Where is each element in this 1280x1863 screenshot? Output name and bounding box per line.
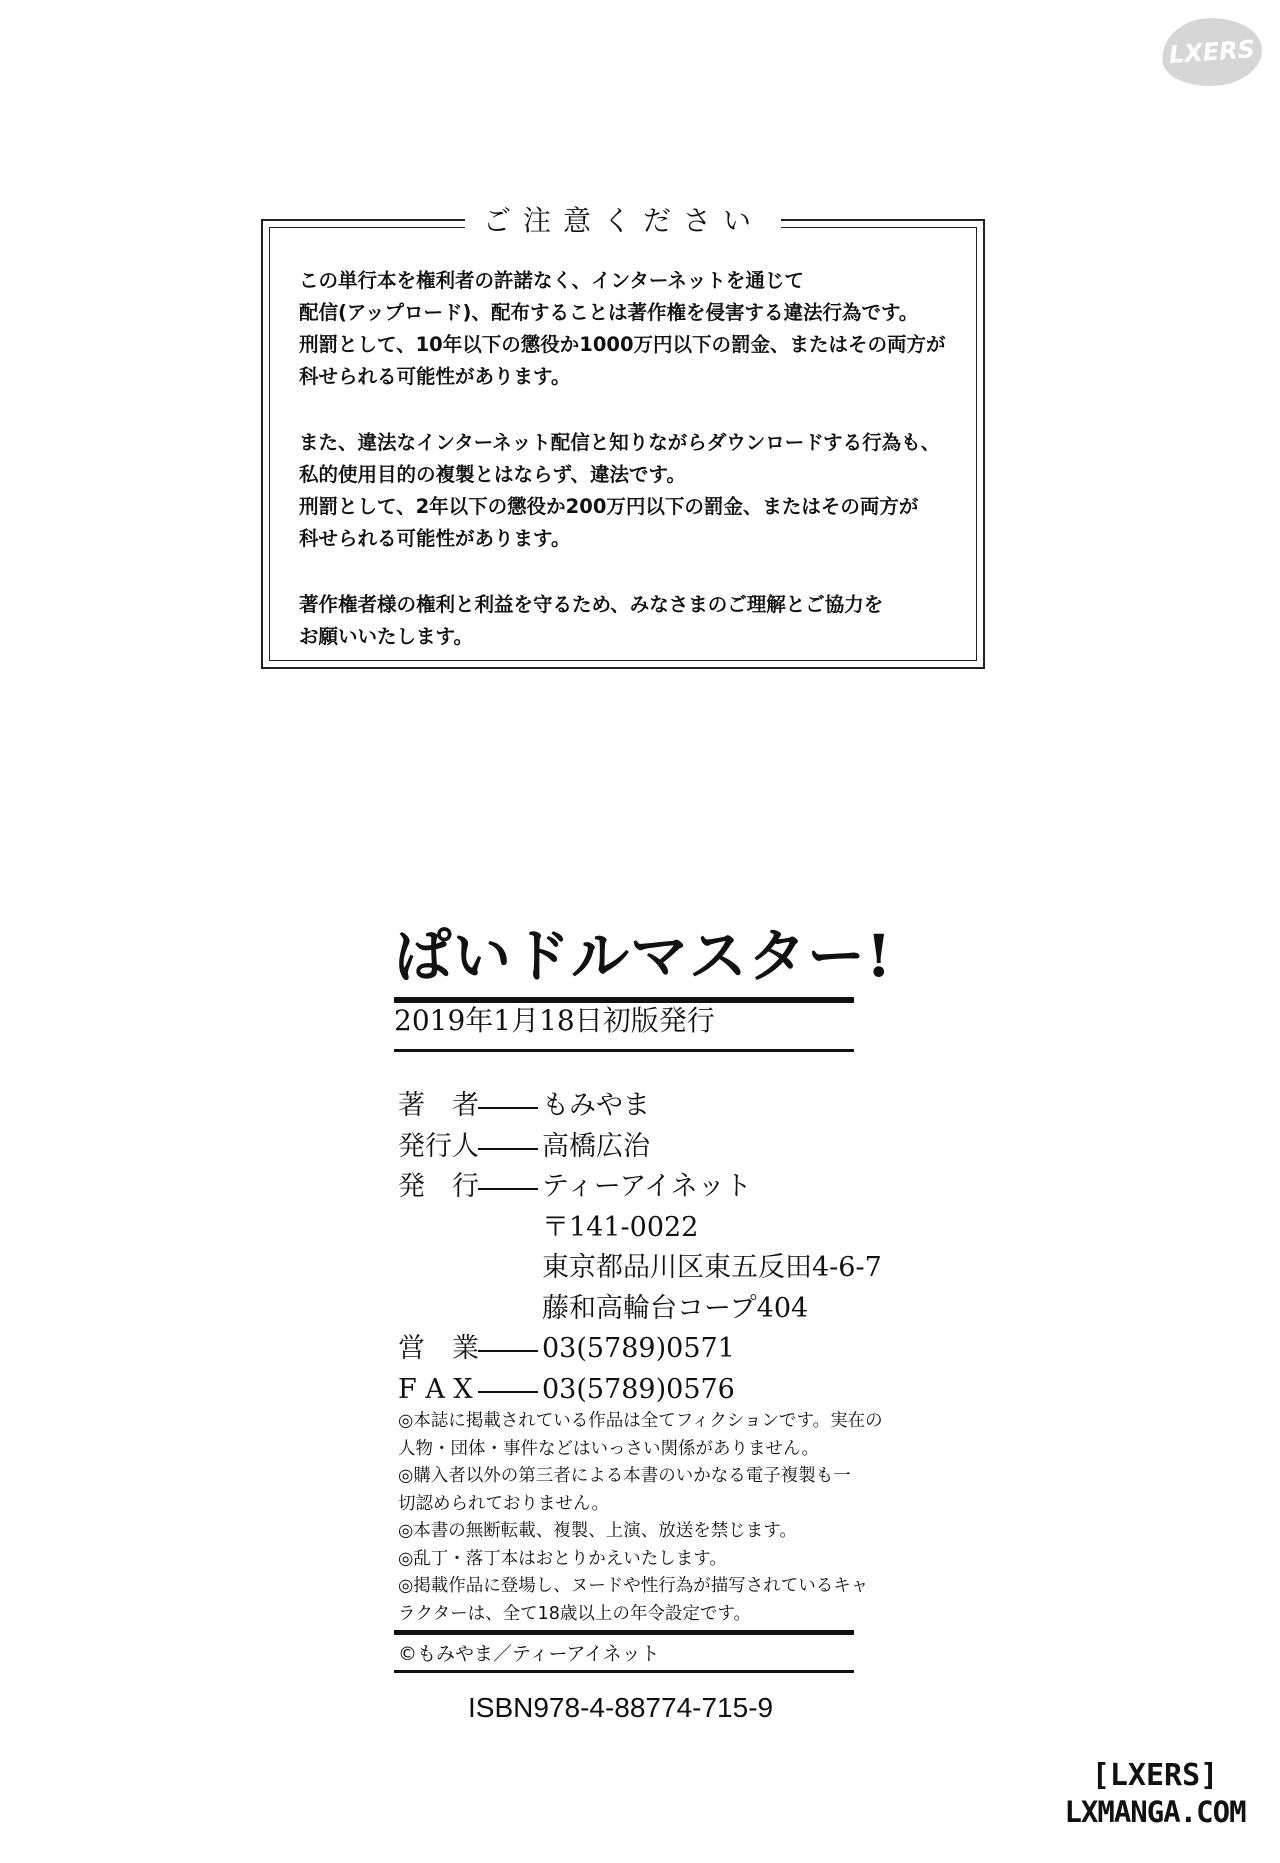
remark-line: ◎本誌に掲載されている作品は全てフィクションです。実在の [398,1411,883,1431]
remark-line: 人物・団体・事件などはいっさい関係がありません。 [398,1438,820,1459]
notice-line: 刑罰として、10年以下の懲役か1000万円以下の罰金、またはその両方が [299,333,946,356]
credit-value: 03(5789)0571 [542,1333,735,1364]
credits-block [398,1086,882,1410]
notice-body [299,265,949,653]
remark-line: ◎乱丁・落丁本はおとりかえいたします。 [398,1548,727,1569]
notice-line: 刑罰として、2年以下の懲役か200万円以下の罰金、またはその両方が [299,495,919,518]
remark-line: 切認められておりません。 [398,1493,610,1514]
notice-line: また、違法なインターネット配信と知りながらダウンロードする行為も、 [299,431,941,454]
notice-line: 私的使用目的の複製とはならず、違法です。 [299,463,686,486]
remark-line: ラクターは、全て18歳以上の年令設定です。 [398,1603,752,1624]
address-line: 東京都品川区東五反田4-6-7 [542,1252,882,1283]
credit-value: 高橋広治 [542,1130,650,1162]
dash-divider [478,1391,538,1393]
remark-line: ◎購入者以外の第三者による本書のいかなる電子複製も一 [398,1466,851,1486]
watermark-line: [LXERS] [1091,1758,1219,1793]
credit-row-publisher-person [398,1127,882,1168]
dash-divider [478,1107,538,1109]
credit-row-fax [398,1370,882,1411]
notice-box [261,204,985,669]
watermark-line: LXMANGA.COM [1064,1795,1246,1829]
credit-label: F A X [398,1373,473,1405]
notice-line: 科せられる可能性があります。 [299,527,571,550]
address-line: 〒141-0022 [542,1211,699,1243]
credit-row-publisher [398,1167,882,1208]
credit-value: もみやま [542,1090,650,1121]
credit-row-sales [398,1329,882,1370]
copyright: ©もみやま／ティーアイネット [398,1643,660,1665]
notice-title: ご注意ください [465,204,781,238]
book-title: ぱいドルマスター! [394,922,893,990]
credit-label: 営 業 [398,1333,479,1364]
remark-line: ◎本書の無断転載、複製、上演、放送を禁じます。 [398,1521,797,1541]
remark-line: ◎掲載作品に登場し、ヌードや性行為が描写されているキャ [398,1576,869,1596]
credit-label: 著 者 [398,1090,479,1121]
dash-divider [478,1188,538,1190]
isbn: ISBN978-4-88774-715-9 [468,1692,774,1723]
credit-label: 発行人 [398,1130,479,1162]
lxers-logo-watermark [1160,15,1264,90]
credit-label: 発 行 [398,1171,479,1202]
notice-line: 配信(アップロード)、配布することは著作権を侵害する違法行為です。 [299,301,919,324]
remarks-rule [394,1630,854,1635]
notice-line: この単行本を権利者の許諾なく、インターネットを通じて [299,269,804,292]
remarks-block [398,1408,883,1628]
notice-line: 著作権者様の権利と利益を守るため、みなさまのご理解とご協力を [299,593,884,616]
date-rule [394,1049,854,1052]
lxmanga-watermark [1045,1758,1265,1830]
notice-line: お願いいたします。 [299,625,473,648]
credit-row-author [398,1086,882,1127]
credit-value: ティーアイネット [542,1171,752,1202]
copyright-rule [394,1670,854,1673]
dash-divider [478,1148,538,1150]
publication-date: 2019年1月18日初版発行 [394,1004,715,1037]
lxers-logo-text: LXERS [1168,35,1256,69]
notice-line: 科せられる可能性があります。 [299,365,571,388]
dash-divider [478,1350,538,1352]
credit-value: 03(5789)0576 [542,1373,735,1405]
address-line: 藤和高輪台コープ404 [542,1292,809,1324]
